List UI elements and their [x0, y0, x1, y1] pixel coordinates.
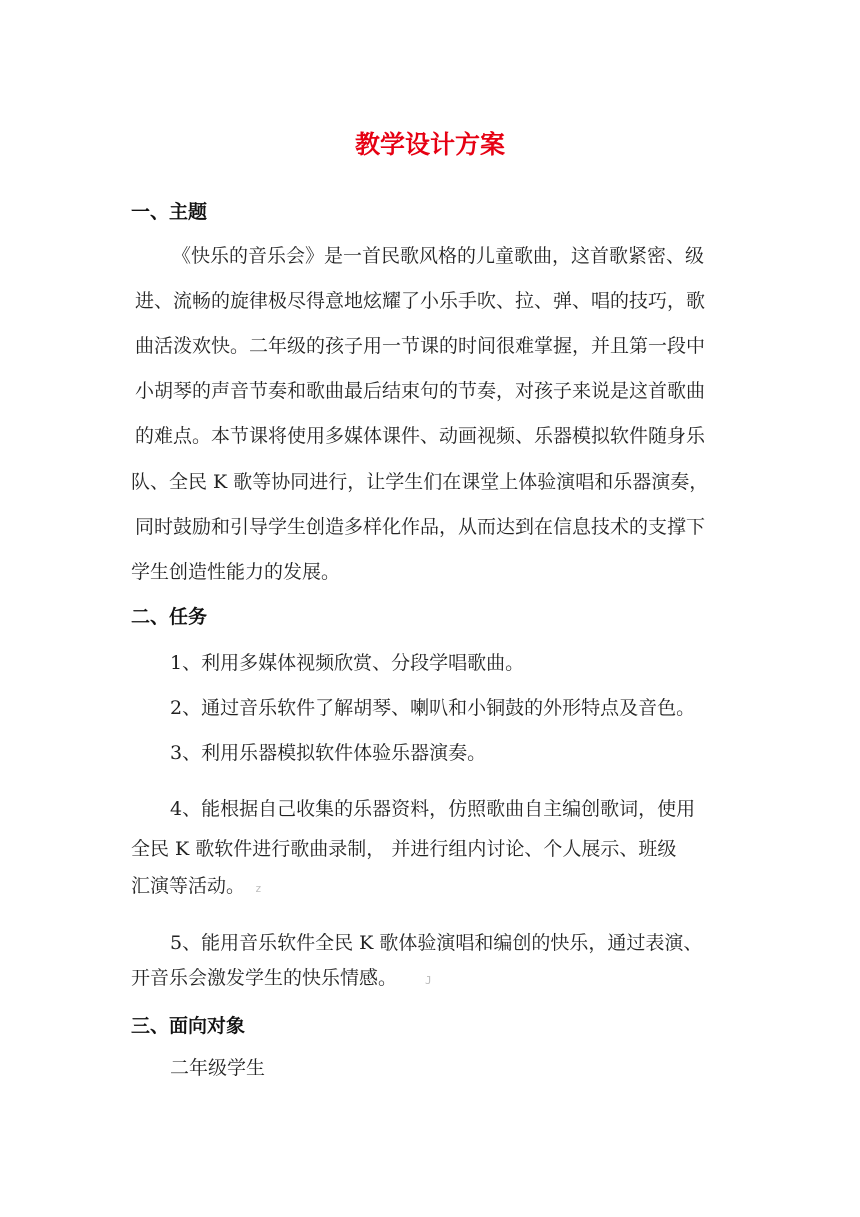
stray-mark: z [255, 882, 262, 895]
stray-mark: J [425, 974, 432, 987]
task-item-4-line [131, 873, 262, 902]
task-item: 3、利用乐器模拟软件体验乐器演奏。 [170, 742, 487, 764]
topic-line: 进、流畅的旋律极尽得意地炫耀了小乐手吹、拉、弹、唱的技巧，歌 [135, 290, 706, 312]
task-item-5-line [131, 965, 432, 994]
task-item-4-line: 全民 K 歌软件进行歌曲录制， 并进行组内讨论、个人展示、班级 [131, 838, 677, 860]
topic-line: 《快乐的音乐会》是一首民歌风格的儿童歌曲，这首歌紧密、级 [172, 245, 705, 267]
topic-line: 的难点。本节课将使用多媒体课件、动画视频、乐器模拟软件随身乐 [135, 425, 706, 447]
task-item: 2、通过音乐软件了解胡琴、喇叭和小铜鼓的外形特点及音色。 [170, 697, 696, 719]
topic-line: 同时鼓励和引导学生创造多样化作品，从而达到在信息技术的支撑下 [135, 516, 706, 538]
section-heading-audience: 三、面向对象 [131, 1015, 246, 1037]
section-heading-topic: 一、主题 [131, 201, 208, 223]
topic-line: 小胡琴的声音节奏和歌曲最后结束句的节奏，对孩子来说是这首歌曲 [135, 380, 706, 402]
task-item-5-line: 5、能用音乐软件全民 K 歌体验演唱和编创的快乐，通过表演、 [170, 932, 703, 954]
task-item: 1、利用多媒体视频欣赏、分段学唱歌曲。 [170, 652, 525, 674]
topic-line: 队、全民 K 歌等协同进行，让学生们在课堂上体验演唱和乐器演奏， [131, 471, 709, 493]
section-heading-tasks: 二、任务 [131, 606, 208, 628]
task-item-4-line-text: 汇演等活动。 [131, 875, 246, 897]
topic-line: 曲活泼欢快。二年级的孩子用一节课的时间很难掌握，并且第一段中 [135, 335, 706, 357]
task-item-5-line-text: 开音乐会激发学生的快乐情感。 [131, 967, 398, 989]
audience-text: 二年级学生 [170, 1057, 266, 1079]
topic-line: 学生创造性能力的发展。 [131, 561, 341, 583]
task-item-4-line: 4、能根据自己收集的乐器资料，仿照歌曲自主编创歌词，使用 [170, 798, 696, 820]
document-title: 教学设计方案 [354, 130, 505, 159]
